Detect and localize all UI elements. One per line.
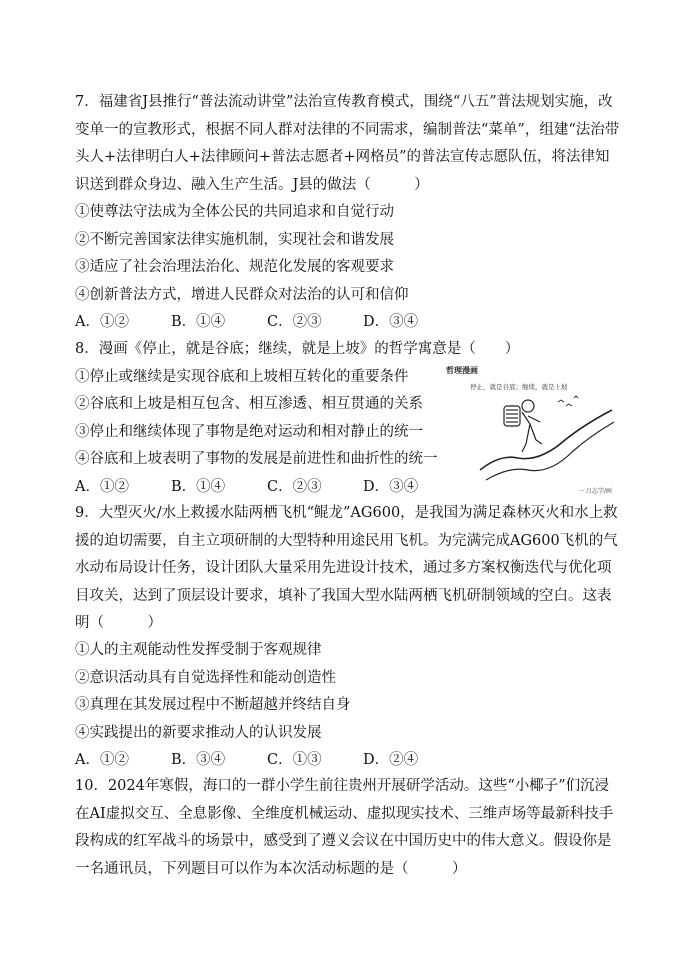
climber-figure <box>504 400 542 452</box>
question-8-option-2: ②谷底和上坡是相互包含、相互渗透、相互贯通的关系 <box>75 396 423 412</box>
question-9-option-3: ③真理在其发展过程中不断超越并终结自身 <box>75 697 351 713</box>
question-8-option-3: ③停止和继续体现了事物是绝对运动和相对静止的统一 <box>75 423 423 440</box>
question-9-choices <box>75 747 620 775</box>
question-7-option-4: ④创新普法方式，增进人民群众对法治的认可和信仰 <box>75 286 409 303</box>
question-7 <box>75 89 620 337</box>
question-8-option-4: ④谷底和上坡表明了事物的发展是前进性和曲折性的统一 <box>75 451 438 467</box>
question-7-option-3: ③适应了社会治理法治化、规范化发展的客观要求 <box>75 259 394 275</box>
question-8-stem: 8．漫画《停止，就是谷底；继续，就是上坡》的哲学寓意是（ ） <box>75 341 520 357</box>
question-9-option-4: ④实践提出的新要求推动人的认识发展 <box>75 724 322 741</box>
cartoon-drawing <box>440 362 620 497</box>
choice-b: B．①④ <box>171 478 226 495</box>
choice-a: A．①② <box>75 314 129 330</box>
question-9-option-1: ①人的主观能动性发挥受制于客观规律 <box>75 642 322 658</box>
question-10-stem: 10．2024年寒假，海口的一群小学生前往贵州开展研学活动。这些“小椰子”们沉浸在AI虚拟交互、全息影像、全维度机械运动、虚拟现实技术、三维声场等最新科技手段构成的红军战斗的场景中，感受到了遵义会议在中国历史中的伟大意义。假设你是一名通讯员，下列题目可以作为本次活动标题的是（ ） <box>75 778 614 877</box>
question-7-option-2: ②不断完善国家法律实施机制，实现社会和谐发展 <box>75 231 394 248</box>
cartoon-credit: 一 吕志学/画 <box>578 488 612 495</box>
question-9 <box>75 500 620 775</box>
cartoon-caption: 停止，就是谷底；继续，就是上坡 <box>470 383 568 391</box>
question-10 <box>75 773 620 883</box>
choice-b: B．③④ <box>171 752 226 768</box>
choice-a: A．①② <box>75 478 129 495</box>
question-7-stem: 7．福建省J县推行“普法流动讲堂”法治宣传教育模式，围绕“八五”普法规划实施，改变单一的宣教形式，根据不同人群对法律的不同需求，编制普法“菜单”，组建“法治带头人+法律明白人+法律顾问+普法志愿者+网格员”的普法宣传志愿队伍，将法律知识送到群众身边、融入生产生活。J县的做法（ ） <box>75 94 620 193</box>
question-7-option-1: ①使尊法守法成为全体公民的共同追求和自觉行动 <box>75 204 394 220</box>
cartoon-tag: 哲理漫画 <box>446 366 478 375</box>
question-9-stem: 9．大型灭火/水上救援水陆两栖飞机“鲲龙”AG600，是我国为满足森林灭火和水上救援的迫切需要，自主立项研制的大型特种用途民用飞机。为完满完成AG600飞机的气水动布局设计任务，设计团队大量采用先进设计技术，通过多方案权衡迭代与优化项目攻关，达到了顶层设计要求，填补了我国大型水陆两栖飞机研制领域的空白。这表明（ ） <box>75 505 618 631</box>
choice-c: C．①③ <box>267 752 322 768</box>
choice-d: D．③④ <box>363 478 419 495</box>
choice-c: C．②③ <box>267 478 322 495</box>
philosophy-cartoon <box>440 362 620 497</box>
choice-d: D．③④ <box>363 314 419 330</box>
question-7-choices <box>75 309 620 337</box>
choice-c: C．②③ <box>267 314 322 330</box>
choice-b: B．①④ <box>171 314 226 330</box>
choice-d: D．②④ <box>363 752 419 768</box>
slope-line <box>480 410 612 470</box>
question-9-option-2: ②意识活动具有自觉选择性和能动创造性 <box>75 669 336 686</box>
birds-icon <box>558 396 578 406</box>
question-8-option-1: ①停止或继续是实现谷底和上坡相互转化的重要条件 <box>75 368 409 385</box>
choice-a: A．①② <box>75 752 129 768</box>
